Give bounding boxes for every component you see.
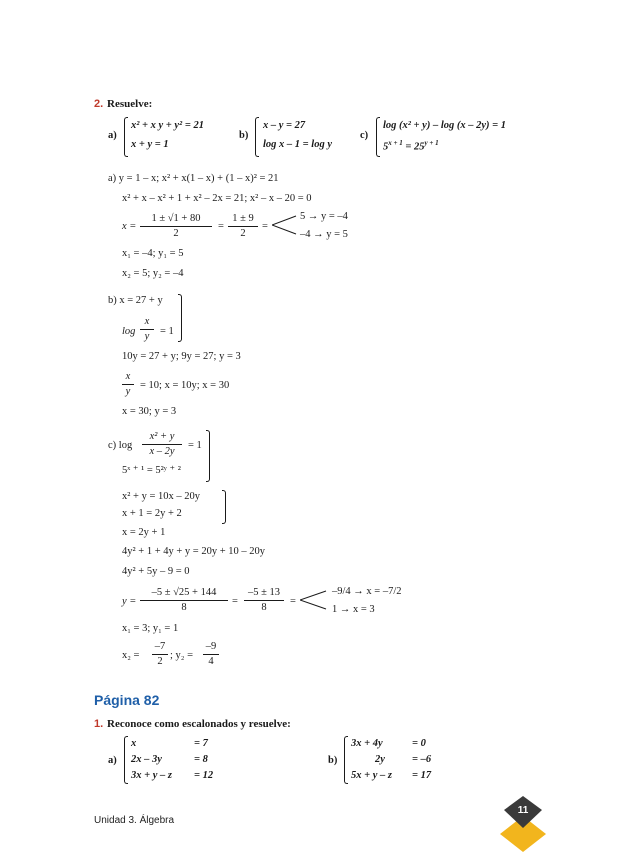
system-1a-row2-rhs: = 8 (194, 754, 208, 765)
solution-a-eq-sign2: = (262, 221, 268, 232)
system-b-eq2: log x – 1 = log y (263, 139, 332, 150)
solution-c-line7: 4y² + 5y – 9 = 0 (122, 566, 190, 577)
exercise-title: Reconoce como escalonados y resuelve: (107, 718, 291, 730)
exercise-number: 1. (94, 718, 104, 730)
solution-b-line1: b) x = 27 + y (108, 295, 163, 306)
system-1b-row2-rhs: = –6 (412, 754, 432, 765)
solution-c-y-eq: y = (122, 596, 137, 607)
solution-c-brace2 (222, 490, 226, 524)
solution-c-fraction: x² + y x – 2y (142, 431, 182, 458)
system-b-eq1: x – y = 27 (263, 120, 306, 131)
system-1b-row3-lhs: 5x + y – z (351, 770, 392, 781)
solution-b-line2-rhs: = 1 (160, 326, 174, 337)
solution-c-branch-lines (300, 589, 328, 611)
solution-b-line5: x = 30; y = 3 (122, 406, 177, 417)
solution-c-brace1 (206, 430, 210, 482)
exercise-title: Resuelve: (107, 98, 153, 110)
solution-c-branch2: 1 → x = 3 (332, 604, 375, 615)
solution-c-line6: 4y² + 1 + 4y + y = 20y + 10 – 20y (122, 546, 266, 557)
system-c-brace (376, 117, 380, 157)
solution-c-fraction2: –5 ± √25 + 144 8 (140, 587, 228, 614)
solution-b-line3: 10y = 27 + y; 9y = 27; y = 3 (122, 351, 241, 362)
system-a-eq2: x + y = 1 (131, 139, 169, 150)
system-c-eq2: $5^{x + 1} = 25^{y + 1}$ (383, 139, 439, 153)
solution-c-eq-sign2: = (290, 596, 296, 607)
solution-a-line2: x² + x – x² + 1 + x² – 2x = 21; x² – x – 20 = 0 (122, 193, 312, 204)
system-b-label: b) (239, 130, 249, 141)
solution-c-line9: x₁ = 3; y₁ = 1 (122, 623, 179, 634)
solution-c-fraction4: –7 2 (152, 641, 168, 668)
system-c-eq1: log (x² + y) – log (x – 2y) = 1 (383, 120, 507, 131)
solution-c-line4: x + 1 = 2y + 2 (122, 508, 182, 519)
system-1b-row1-rhs: = 0 (412, 738, 426, 749)
system-a-eq1: x² + x y + y² = 21 (131, 120, 204, 131)
solution-a-branch2: –4 → y = 5 (300, 229, 348, 240)
solution-a-line5: x₂ = 5; y₂ = –4 (122, 268, 184, 279)
solution-a-fraction2: 1 ± 9 2 (228, 213, 258, 240)
solution-c-fraction5: –9 4 (203, 641, 219, 668)
solution-c-line5: x = 2y + 1 (122, 527, 166, 538)
solution-a-branch1: 5 → y = –4 (300, 211, 348, 222)
solution-a-line1: a) y = 1 – x; x² + x(1 – x) + (1 – x)² = 21 (108, 173, 279, 184)
solution-c-y2: ; y₂ = (170, 650, 193, 661)
exercise-2-heading (94, 97, 152, 110)
system-1b-label: b) (328, 755, 338, 766)
exercise-number: 2. (94, 98, 104, 110)
footer-unit: Unidad 3. Álgebra (94, 815, 175, 826)
solution-c-fraction3: –5 ± 13 8 (244, 587, 284, 614)
solution-a-line4: x₁ = –4; y₁ = 5 (122, 248, 184, 259)
system-1a-row3-lhs: 3x + y – z (131, 770, 172, 781)
system-1a-row2-lhs: 2x – 3y (131, 754, 162, 765)
system-a-brace (124, 117, 128, 157)
system-a-label: a) (108, 130, 117, 141)
solution-a-branch-lines (272, 214, 298, 236)
exercise-1-heading (94, 717, 291, 730)
solution-c-line3: x² + y = 10x – 20y (122, 491, 200, 502)
system-1a-row1-lhs: x (131, 738, 137, 749)
page-number: 11 (517, 805, 529, 816)
solution-a-eq-sign: = (218, 221, 224, 232)
solution-a-fraction1: 1 ± √1 + 80 2 (140, 213, 212, 240)
system-1a-label: a) (108, 755, 117, 766)
solution-c-log: c) log (108, 440, 133, 451)
solution-c-line1-rhs: = 1 (188, 440, 202, 451)
system-1a-brace (124, 736, 128, 784)
system-b-brace (255, 117, 259, 157)
solution-c-branch1: –9/4 → x = –7/2 (332, 586, 402, 597)
section-heading: Página 82 (94, 692, 160, 708)
solution-a-x-eq: x = (122, 221, 137, 232)
solution-b-log: log (122, 326, 136, 337)
solution-b-fraction: x y (140, 316, 154, 343)
solution-b-line4-rhs: = 10; x = 10y; x = 30 (140, 380, 230, 391)
solution-c-x2: x₂ = (122, 650, 140, 661)
solution-b-brace (178, 294, 182, 342)
solution-c-line2: 5ˣ ⁺ ¹ = 5²ʸ ⁺ ² (122, 465, 181, 476)
system-c-label: c) (360, 130, 369, 141)
system-1b-row1-lhs: 3x + 4y (351, 738, 383, 749)
system-1b-row3-rhs: = 17 (412, 770, 432, 781)
system-1b-row2-lhs: 2y (375, 754, 385, 765)
system-1a-row3-rhs: = 12 (194, 770, 214, 781)
system-1b-brace (344, 736, 348, 784)
system-1a-row1-rhs: = 7 (194, 738, 208, 749)
solution-c-eq-sign: = (232, 596, 238, 607)
solution-b-fraction2: x y (122, 371, 134, 398)
